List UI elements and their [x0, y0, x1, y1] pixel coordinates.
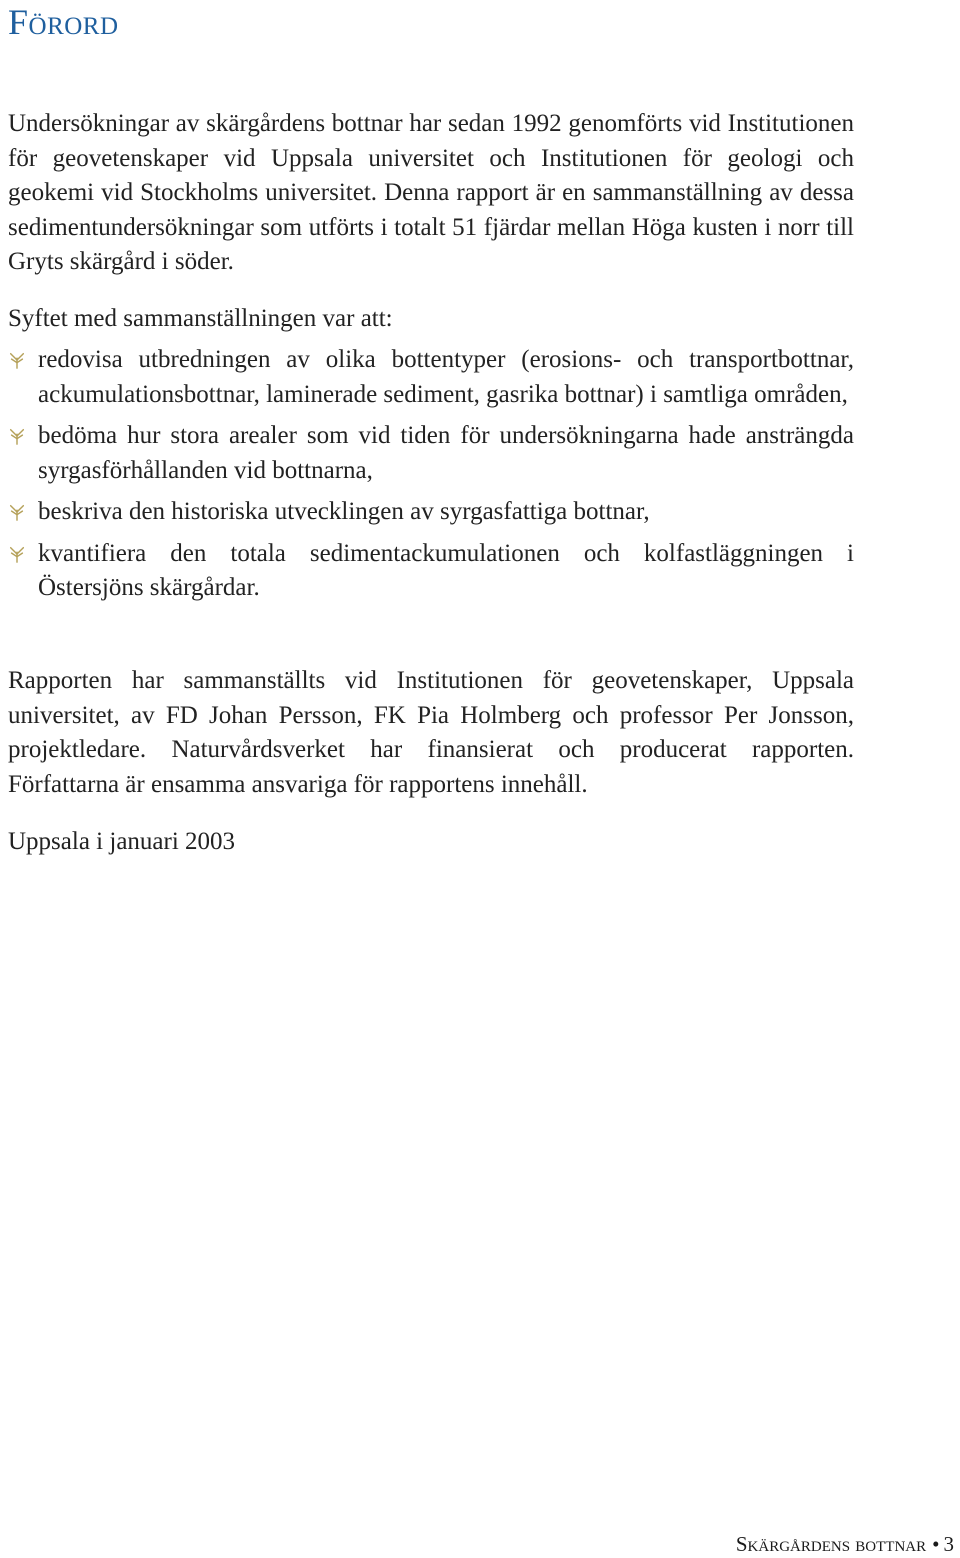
aim-text: redovisa utbredningen av olika bottentyper (erosions- och transportbottnar, ackumulationsbottnar, laminerade sediment, gasrika bottnar) i samtliga områden,	[38, 346, 854, 408]
footer-separator: •	[932, 1532, 940, 1556]
page-footer	[736, 1530, 954, 1558]
list-item	[8, 343, 854, 412]
intro-paragraph	[8, 107, 854, 280]
publication-title: Skärgårdens bottnar	[735, 1532, 927, 1556]
credits-paragraph	[8, 664, 854, 802]
aims-lead-text: Syftet med sammanställningen var att:	[8, 305, 393, 332]
leaf-ornament-icon	[8, 545, 26, 563]
credits-text: Rapporten har sammanställts vid Institutionen för geovetenskaper, Uppsala universitet, av FD Johan Persson, FK Pia Holmberg och professor Per Jonsson, projektledare. Naturvårdsverket har finansierat och producerat rapporten. Författarna är ensamma ansvariga för rapportens innehåll.	[8, 667, 854, 798]
dateline	[8, 825, 854, 860]
aim-text: bedöma hur stora arealer som vid tiden för undersökningarna hade ansträngda syrgasförhållanden vid bottnarna,	[38, 422, 854, 484]
list-item	[8, 419, 854, 488]
list-item	[8, 495, 854, 530]
page-title: Förord	[8, 2, 119, 42]
aims-list	[8, 343, 854, 613]
aim-text: kvantifiera den totala sedimentackumulationen och kolfastläggningen i Östersjöns skärgårdar.	[38, 539, 854, 601]
dateline-text: Uppsala i januari 2003	[8, 828, 236, 855]
page-number: 3	[943, 1532, 954, 1556]
leaf-ornament-icon	[8, 427, 26, 445]
leaf-ornament-icon	[8, 503, 26, 521]
leaf-ornament-icon	[8, 351, 26, 369]
aims-lead-paragraph	[8, 302, 854, 337]
list-item	[8, 537, 854, 606]
intro-text: Undersökningar av skärgårdens bottnar har sedan 1992 genomförts vid Institutionen för geovetenskaper vid Uppsala universitet och Institutionen för geologi och geokemi vid Stockholms universitet. Denna rapport är en sammanställning av dessa sedimentundersökningar som utförts i totalt 51 fjärdar mellan Höga kusten i norr till Gryts skärgård i söder.	[8, 110, 854, 275]
aim-text: beskriva den historiska utvecklingen av syrgasfattiga bottnar,	[38, 498, 650, 525]
